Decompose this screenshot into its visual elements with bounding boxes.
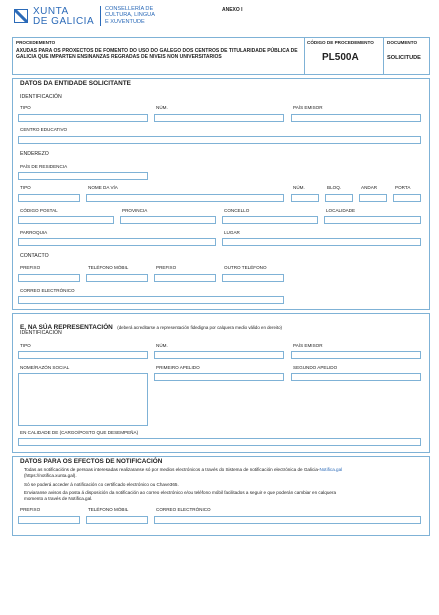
rep-apelido1-field[interactable] — [154, 373, 284, 381]
rep-apelido2-field[interactable] — [291, 373, 421, 381]
tipo-label: TIPO — [20, 105, 31, 110]
tipo-via-field[interactable] — [18, 194, 80, 202]
rep-tipo-label: TIPO — [20, 343, 31, 348]
notif-telefono-field[interactable] — [86, 516, 148, 524]
logo-divider — [100, 6, 101, 26]
centro-label: CENTRO EDUCATIVO — [20, 127, 68, 132]
prefixo-field[interactable] — [18, 274, 80, 282]
notification-text-3 — [24, 490, 424, 501]
procedure-label: PROCEDEMENTO — [16, 40, 56, 45]
rep-nome-field[interactable] — [18, 373, 148, 426]
codigo-postal-label: CÓDIGO POSTAL — [20, 208, 58, 213]
doc-value: SOLICITUDE — [387, 55, 421, 61]
notification-title: DATOS PARA OS EFECTOS DE NOTIFICACIÓN — [20, 458, 163, 465]
representative-title-text: E, NA SÚA REPRESENTACIÓN — [20, 324, 113, 331]
logo-line-1: XUNTA — [33, 6, 69, 17]
ministry-line-3: E XUVENTUDE — [105, 18, 145, 25]
notif-correo-label: CORREO ELECTRÓNICO — [156, 507, 211, 512]
galicia-flag-icon — [14, 9, 28, 23]
representative-note: (deberá acreditarse a representación fidedigna por calquera medio válido en dereito) — [117, 325, 282, 330]
notification-text-2: Só se poderá acceder á notificación co certificado electrónico ou Chave365. — [24, 482, 179, 487]
telefono-movil-label: TELÉFONO MÓBIL — [88, 265, 129, 270]
rep-apelido2-label: SEGUNDO APELIDO — [293, 365, 338, 370]
nome-via-label: NOME DA VÍA — [88, 185, 118, 190]
lugar-field[interactable] — [222, 238, 421, 246]
outro-telefono-label: OUTRO TELÉFONO — [224, 265, 267, 270]
logo-line-2: DE GALICIA — [33, 16, 95, 27]
notification-text-1 — [24, 467, 424, 478]
prefixo-2-field[interactable] — [154, 274, 216, 282]
notif-correo-field[interactable] — [154, 516, 421, 524]
num-via-label: NÚM. — [293, 185, 305, 190]
notification-text-1a: Todas as notificacións de persoas interesadas realizaranse só por medios electrónicos a través do Sistema de notificación electrónica de Galicia- — [24, 467, 320, 472]
applicant-title: DATOS DA ENTIDADE SOLICITANTE — [20, 80, 131, 87]
correo-label: CORREO ELECTRÓNICO — [20, 288, 75, 293]
nome-via-field[interactable] — [86, 194, 284, 202]
telefono-movil-field[interactable] — [86, 274, 148, 282]
applicant-identification: IDENTIFICACIÓN — [20, 94, 62, 100]
num-label: NÚM. — [156, 105, 168, 110]
lugar-label: LUGAR — [224, 230, 240, 235]
procedure-divider-2 — [383, 37, 384, 75]
xunta-logo — [14, 6, 104, 28]
contact-heading: CONTACTO — [20, 253, 49, 259]
rep-tipo-field[interactable] — [18, 351, 148, 359]
pais-emisor-label: PAÍS EMISOR — [293, 105, 323, 110]
localidade-field[interactable] — [324, 216, 421, 224]
rep-calidade-field[interactable] — [18, 438, 421, 446]
rep-num-label: NÚM. — [156, 343, 168, 348]
pais-residencia-label: PAÍS DE RESIDENCIA — [20, 164, 68, 169]
rep-calidade-label: EN CALIDADE DE (CARGO/POSTO QUE DESEMPEÑA) — [20, 430, 139, 435]
rep-num-field[interactable] — [154, 351, 284, 359]
concello-field[interactable] — [222, 216, 318, 224]
outro-telefono-field[interactable] — [222, 274, 284, 282]
andar-label: ANDAR — [361, 185, 378, 190]
tipo-via-label: TIPO — [20, 185, 31, 190]
pais-residencia-field[interactable] — [18, 172, 148, 180]
doc-label: DOCUMENTO — [387, 40, 418, 45]
ministry-name — [105, 6, 155, 25]
codigo-postal-field[interactable] — [18, 216, 114, 224]
parroquia-label: PARROQUIA — [20, 230, 48, 235]
num-field[interactable] — [154, 114, 284, 122]
ministry-line-2: CULTURA, LINGUA — [105, 12, 155, 19]
pais-emisor-field[interactable] — [291, 114, 421, 122]
prefixo-label: PREFIXO — [20, 265, 41, 270]
procedure-description: AXUDAS PARA OS PROXECTOS DE FOMENTO DO USO DO GALEGO DOS CENTROS DE TITULARIDADE PÚBLICA DE GALICIA QUE IMPARTEN ENSINANZAS REGRADAS DE NIVEIS NON UNIVERSITARIOS — [16, 48, 298, 61]
rep-apelido1-label: PRIMEIRO APELIDO — [156, 365, 200, 370]
prefixo-2-label: PREFIXO — [156, 265, 177, 270]
notification-text-3b: momento a través de Notifica.gal. — [24, 495, 93, 501]
localidade-label: LOCALIDADE — [326, 208, 356, 213]
representative-identification: IDENTIFICACIÓN — [20, 330, 62, 336]
notif-telefono-label: TELÉFONO MÓBIL — [88, 507, 129, 512]
tipo-field[interactable] — [18, 114, 148, 122]
notification-text-3a: Enviaranse avisos da posta á disposición da notificación ao correo electrónico e/ou teléfono móbil facilitados a seguir e que poderán cambiar en calquera — [24, 490, 337, 495]
parroquia-field[interactable] — [18, 238, 216, 246]
notif-prefixo-label: PREFIXO — [20, 507, 41, 512]
porta-field[interactable] — [393, 194, 421, 202]
num-via-field[interactable] — [291, 194, 319, 202]
provincia-label: PROVINCIA — [122, 208, 148, 213]
rep-nome-label: NOME/RAZÓN SOCIAL — [20, 365, 70, 370]
ministry-line-1: CONSELLERÍA DE — [105, 6, 154, 12]
provincia-field[interactable] — [120, 216, 216, 224]
notif-prefixo-field[interactable] — [18, 516, 80, 524]
notification-text-1c: (https://notifica.xunta.gal). — [24, 472, 77, 478]
code-label: CÓDIGO DE PROCEDEMENTO — [307, 40, 374, 45]
correo-field[interactable] — [18, 296, 284, 304]
andar-field[interactable] — [359, 194, 387, 202]
rep-pais-emisor-field[interactable] — [291, 351, 421, 359]
centro-field[interactable] — [18, 136, 421, 144]
notifica-link[interactable]: Notifica.gal — [319, 467, 343, 472]
procedure-divider-1 — [304, 37, 305, 75]
concello-label: CONCELLO — [224, 208, 250, 213]
code-value: PL500A — [322, 52, 359, 63]
bloq-label: BLOQ. — [327, 185, 342, 190]
annex-label: ANEXO I — [222, 7, 243, 13]
rep-pais-emisor-label: PAÍS EMISOR — [293, 343, 323, 348]
address-heading: ENDEREZO — [20, 151, 49, 157]
bloq-field[interactable] — [325, 194, 353, 202]
porta-label: PORTA — [395, 185, 411, 190]
